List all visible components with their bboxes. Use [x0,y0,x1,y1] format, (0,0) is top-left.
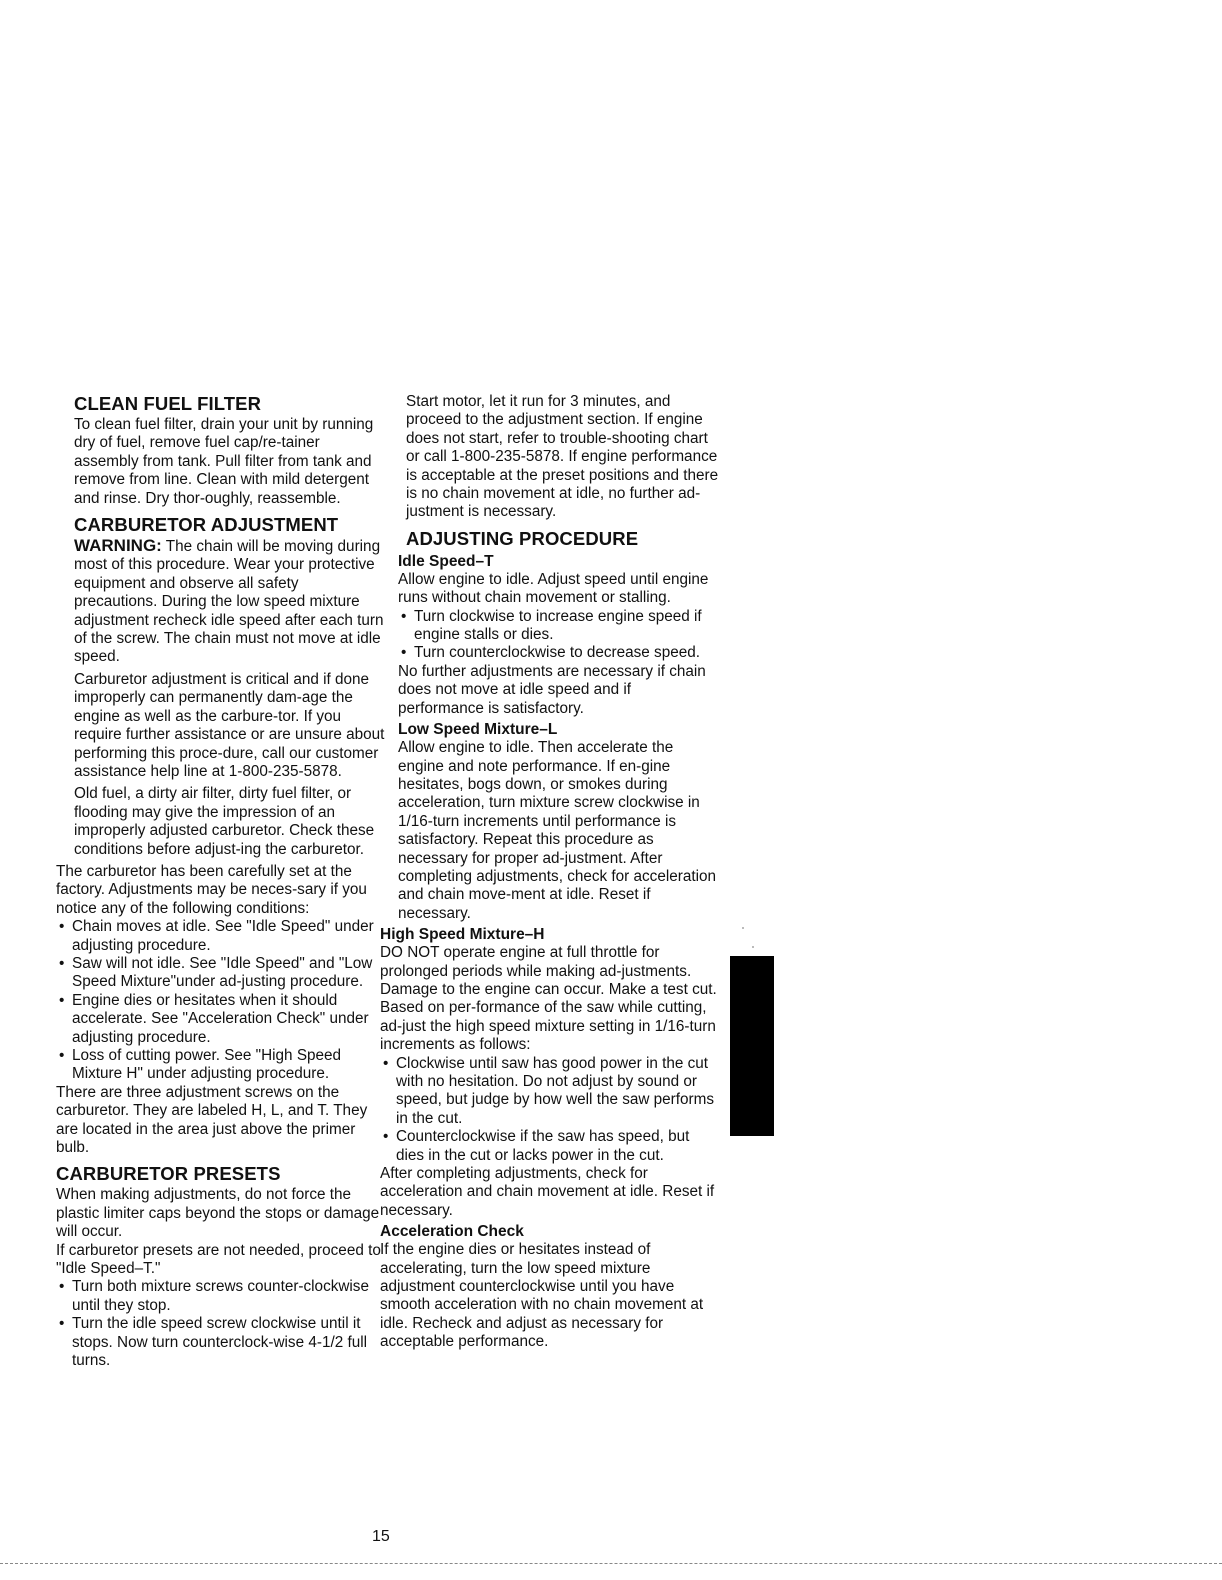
scan-speck [742,927,744,929]
low-speed-paragraph: Allow engine to idle. Then accelerate the engine and note performance. If en-gine hesitates, bogs down, or smokes during acceleration, turn mixture screw clockwise in 1/16-turn increments until performance is satisfactory. Repeat this procedure as necessary for proper ad-justment. After completing adjustments, check for acceleration and chain move-ment at idle. Reset if necessary. [398,739,716,922]
list-item: • Turn clockwise to increase engine speed if engine stalls or dies. [398,608,720,645]
presets-paragraph-1: When making adjustments, do not force the plastic limiter caps beyond the stops or damage will occur. [56,1186,380,1241]
idle-speed-section [380,552,720,923]
low-speed-heading: Low Speed Mixture–L [398,721,558,739]
start-motor-paragraph: Start motor, let it run for 3 minutes, and proceed to the adjustment section. If engine does not start, refer to trouble-shooting chart or call 1-800-235-5878. If engine performance is acceptable at the preset positions and there is no chain movement at idle, no further ad-justment is necessary. [406,393,719,521]
clean-fuel-filter-text: To clean fuel filter, drain your unit by running dry of fuel, remove fuel cap/re-tainer assembly from tank. Pull filter from tank and remove from line. Clean with mild detergent and rinse. Dry thor-oughly, reassemble. [74,416,374,507]
presets-list [56,1278,386,1370]
list-item: • Turn the idle speed screw clockwise until it stops. Now turn counterclock-wise 4-1/2 full turns. [56,1315,386,1370]
high-speed-heading: High Speed Mixture–H [380,926,545,944]
old-fuel-paragraph: Old fuel, a dirty air filter, dirty fuel filter, or flooding may give the impression of an improperly adjusted carburetor. Check these conditions before adjust-ing the carburetor. [74,785,375,858]
idle-speed-paragraph-1: Allow engine to idle. Adjust speed until engine runs without chain movement or stalling. [398,570,709,607]
warning-label: WARNING: [74,536,162,556]
clean-fuel-filter-heading: CLEAN FUEL FILTER [74,393,262,414]
carburetor-critical-paragraph: Carburetor adjustment is critical and if done improperly can permanently dam-age the engine as well as the carbure-tor. If you require further assistance or are unsure about performing this proce-dure, call our customer assistance help line at 1-800-235-5878. [74,670,385,780]
list-item: • Clockwise until saw has good power in the cut with no hesitation. Do not adjust by sound or speed, but judge by how well the saw performs in the cut. [380,1055,720,1129]
high-speed-paragraph-1: DO NOT operate engine at full throttle for prolonged periods while making ad-justments. Damage to the engine can occur. Make a test cut. Based on per-formance of the saw while cutting, ad-just the high speed mixture setting in 1/16-turn increments as follows: [380,944,717,1054]
high-speed-paragraph-2: After completing adjustments, check for acceleration and chain movement at idle. Reset if necessary. [380,1165,715,1219]
warning-paragraph [74,537,386,667]
carburetor-adjustment-heading: CARBURETOR ADJUSTMENT [74,514,339,536]
list-item: • Turn both mixture screws counter-clockwise until they stop. [56,1278,386,1315]
page-number: 15 [372,1528,390,1545]
intro-block [380,393,720,550]
left-column [56,393,386,1371]
conditions-list [56,918,386,1084]
list-item: • Chain moves at idle. See "Idle Speed" under adjusting procedure. [56,918,386,955]
scan-speck [752,946,754,948]
adjustment-screws-paragraph: There are three adjustment screws on the carburetor. They are labeled H, L, and T. They are located in the area just above the primer bulb. [56,1083,368,1157]
list-item: • Loss of cutting power. See "High Speed Mixture H" under adjusting procedure. [56,1047,386,1084]
adjusting-procedure-heading: ADJUSTING PROCEDURE [406,527,639,549]
list-item: • Engine dies or hesitates when it should accelerate. See "Acceleration Check" under adjusting procedure. [56,992,386,1047]
carburetor-presets-heading: CARBURETOR PRESETS [56,1163,281,1185]
factory-set-paragraph: The carburetor has been carefully set at the factory. Adjustments may be neces-sary if you notice any of the following conditions: [56,862,367,917]
acceleration-check-heading: Acceleration Check [380,1223,524,1241]
list-item: • Saw will not idle. See "Idle Speed" and "Low Speed Mixture"under ad-justing procedure. [56,955,386,992]
high-speed-section [380,925,720,1352]
bottom-edge-rule [0,1563,1222,1564]
carburetor-adjustment-section [56,514,386,859]
high-speed-list [380,1055,720,1165]
idle-speed-heading: Idle Speed–T [398,552,494,570]
acceleration-check-paragraph: If the engine dies or hesitates instead of accelerating, turn the low speed mixture adjustment counterclockwise until you have smooth acceleration with no chain movement at idle. Recheck and adjust as necessary for acceptable performance. [380,1241,704,1351]
idle-speed-paragraph-2: No further adjustments are necessary if chain does not move at idle speed and if performance is satisfactory. [398,662,706,717]
list-item: • Counterclockwise if the saw has speed, but dies in the cut or lacks power in the cut. [380,1128,720,1165]
clean-fuel-filter-section [56,393,386,508]
warning-text: The chain will be moving during most of this procedure. Wear your protective equipment and observe all safety precautions. During the low speed mixture adjustment recheck idle speed after each turn of the screw. The chain must not move at idle speed. [74,538,384,666]
idle-speed-list [398,608,720,663]
right-column [380,393,720,1352]
section-thumb-tab [730,956,774,1136]
list-item: • Turn counterclockwise to decrease speed. [398,644,720,662]
carburetor-presets-section [56,1163,386,1370]
presets-paragraph-2: If carburetor presets are not needed, proceed to "Idle Speed–T." [56,1241,381,1278]
